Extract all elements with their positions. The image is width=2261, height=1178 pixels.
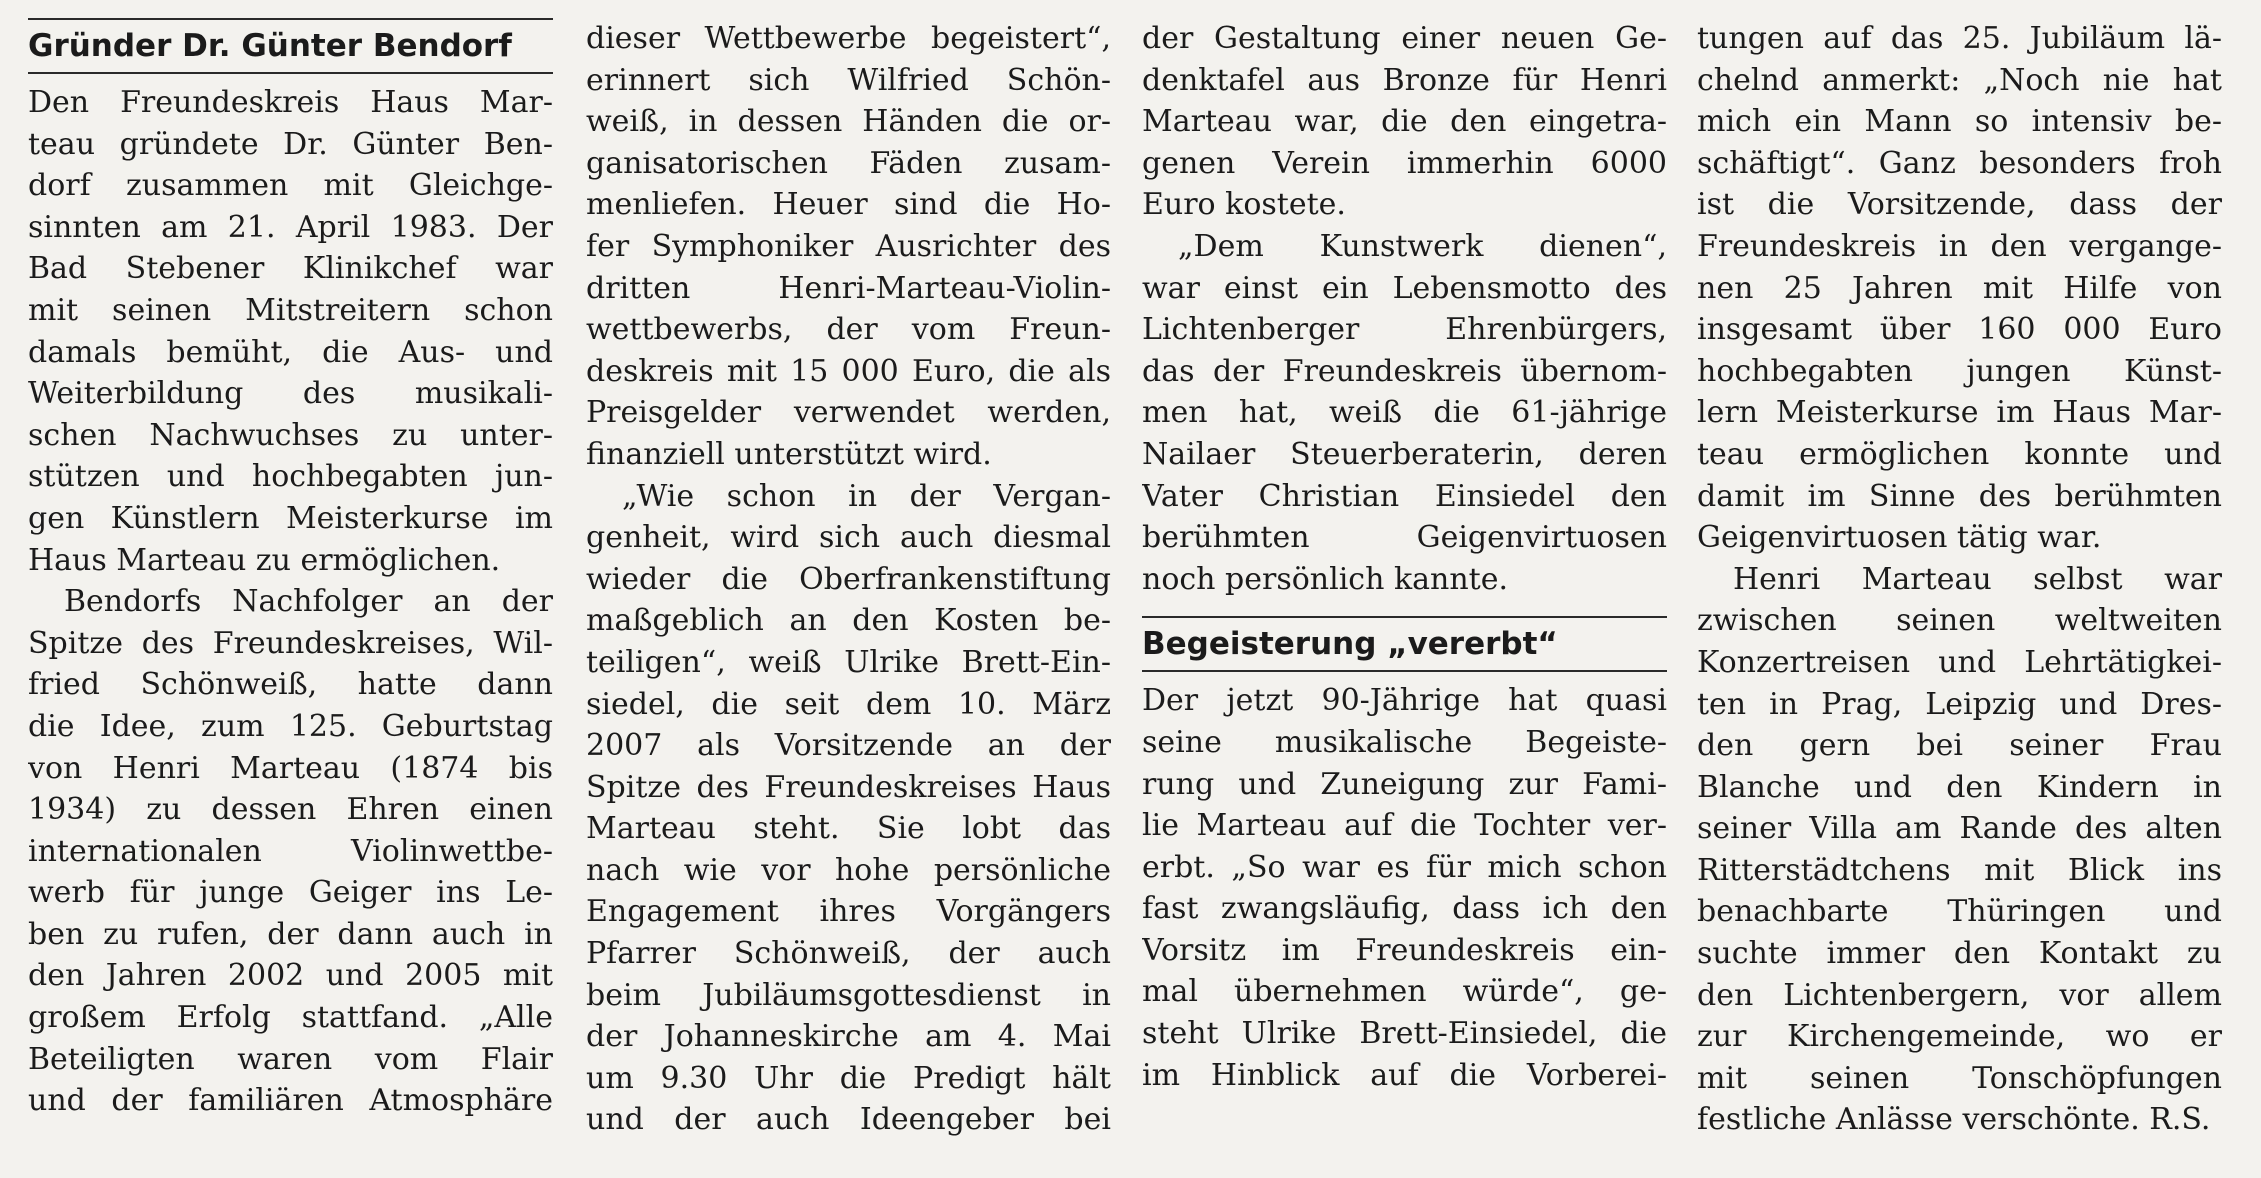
text-line: dritten Henri-Marteau-Violin- — [586, 270, 1111, 306]
text-line: gen Künstlern Meisterkurse im — [28, 500, 553, 536]
paragraph — [1142, 18, 1667, 226]
text-line: Pfarrer Schönweiß, der auch — [586, 936, 1111, 972]
text-line: nen 25 Jahren mit Hilfe von — [1697, 270, 2222, 306]
text-line: Blanche und den Kindern in — [1697, 769, 2222, 805]
text-line: Preisgelder verwendet werden, — [586, 395, 1111, 431]
text-line: großem Erfolg stattfand. „Alle — [28, 1000, 553, 1036]
text-line: genen Verein immerhin 6000 — [1142, 145, 1667, 181]
text-line: um 9.30 Uhr die Predigt hält — [586, 1060, 1111, 1096]
text-line: Spitze des Freundeskreises Haus — [586, 769, 1111, 805]
text-line: fer Symphoniker Ausrichter des — [586, 228, 1111, 264]
text-line: Weiterbildung des musikali- — [28, 376, 553, 412]
text-line: lern Meisterkurse im Haus Mar- — [1697, 395, 2222, 431]
text-line: Engagement ihres Vorgängers — [586, 894, 1111, 930]
section-rule — [28, 18, 553, 20]
text-line: Geigenvirtuosen tätig war. — [1697, 520, 2102, 556]
text-line: Spitze des Freundeskreises, Wil- — [28, 625, 553, 661]
text-line: teau ermöglichen konnte und — [1697, 436, 2222, 472]
text-line: Nailaer Steuerberaterin, deren — [1142, 436, 1667, 472]
text-line: mich ein Mann so intensiv be- — [1697, 104, 2222, 140]
paragraph — [1142, 680, 1667, 1096]
text-line: Konzertreisen und Lehrtätigkei- — [1697, 644, 2222, 680]
text-line: rung und Zuneigung zur Fami- — [1142, 766, 1667, 802]
paragraph — [586, 476, 1111, 1142]
paragraph — [586, 18, 1111, 476]
text-line: Der jetzt 90-Jährige hat quasi — [1142, 683, 1667, 719]
text-line: Bad Stebener Klinikchef war — [28, 251, 553, 287]
text-line: internationalen Violinwettbe- — [28, 833, 553, 869]
text-line: Bendorfs Nachfolger an der — [64, 584, 553, 620]
text-line: ten in Prag, Leipzig und Dres- — [1697, 686, 2222, 722]
text-line: denktafel aus Bronze für Henri — [1142, 62, 1667, 98]
article-column-2 — [586, 18, 1111, 1168]
text-line: Vorsitz im Freundeskreis ein- — [1142, 932, 1667, 968]
text-line: hochbegabten jungen Künst- — [1697, 353, 2222, 389]
text-line: maßgeblich an den Kosten be- — [586, 603, 1111, 639]
text-line: zur Kirchengemeinde, wo er — [1697, 1019, 2222, 1055]
text-line: genheit, wird sich auch diesmal — [586, 520, 1111, 556]
section-heading: Begeisterung „vererbt“ — [1142, 626, 1558, 663]
article-column-1 — [28, 18, 553, 1168]
article-column-4 — [1697, 18, 2222, 1168]
text-line: damit im Sinne des berühmten — [1697, 478, 2222, 514]
text-line: nach wie vor hohe persönliche — [586, 852, 1111, 888]
text-line: menliefen. Heuer sind die Ho- — [586, 187, 1111, 223]
text-line: noch persönlich kannte. — [1142, 561, 1509, 597]
text-line: den Jahren 2002 und 2005 mit — [28, 958, 553, 994]
text-line: und der familiären Atmosphäre — [28, 1083, 553, 1119]
text-line: seiner Villa am Rande des alten — [1697, 811, 2222, 847]
text-line: Euro kostete. — [1142, 187, 1346, 223]
text-line: Freundeskreis in den vergange- — [1697, 228, 2222, 264]
text-line: teiligen“, weiß Ulrike Brett-Ein- — [586, 644, 1111, 680]
text-line: chelnd anmerkt: „Noch nie hat — [1697, 62, 2222, 98]
text-line: ben zu rufen, der dann auch in — [28, 916, 553, 952]
text-line: „Wie schon in der Vergan- — [622, 478, 1111, 514]
text-line: Haus Marteau zu ermöglichen. — [28, 542, 501, 578]
text-line: sinnten am 21. April 1983. Der — [28, 209, 553, 245]
text-line: Beteiligten waren vom Flair — [28, 1041, 553, 1077]
text-line: lie Marteau auf die Tochter ver- — [1142, 808, 1667, 844]
section-rule — [1142, 616, 1667, 618]
text-line: deskreis mit 15 000 Euro, die als — [586, 353, 1111, 389]
text-line: finanziell unterstützt wird. — [586, 436, 992, 472]
text-line: die Idee, zum 125. Geburtstag — [28, 708, 553, 744]
text-line: siedel, die seit dem 10. März — [586, 686, 1111, 722]
text-line: men hat, weiß die 61-jährige — [1142, 395, 1667, 431]
text-line: mal übernehmen würde“, ge- — [1142, 974, 1667, 1010]
text-line: mit seinen Tonschöpfungen — [1697, 1060, 2222, 1096]
text-line: „Dem Kunstwerk dienen“, — [1178, 228, 1667, 264]
text-line: erbt. „So war es für mich schon — [1142, 849, 1667, 885]
text-line: und der auch Ideengeber bei — [586, 1102, 1111, 1138]
article-column-3 — [1142, 18, 1667, 1168]
paragraph — [1697, 559, 2222, 1141]
text-line: Den Freundeskreis Haus Mar- — [28, 85, 553, 120]
text-line: Henri Marteau selbst war — [1733, 561, 2222, 597]
text-line: war einst ein Lebensmotto des — [1142, 270, 1667, 306]
text-line: werb für junge Geiger ins Le- — [28, 875, 553, 911]
text-line: schen Nachwuchses zu unter- — [28, 417, 553, 453]
text-line: wettbewerbs, der vom Freun- — [586, 312, 1111, 348]
text-line: Marteau steht. Sie lobt das — [586, 811, 1111, 847]
text-line: 1934) zu dessen Ehren einen — [28, 792, 553, 828]
text-line: damals bemüht, die Aus- und — [28, 334, 553, 370]
text-line: wieder die Oberfrankenstiftung — [586, 561, 1111, 597]
text-line: berühmten Geigenvirtuosen — [1142, 520, 1667, 556]
text-line: den gern bei seiner Frau — [1697, 728, 2222, 764]
text-line: beim Jubiläumsgottesdienst in — [586, 977, 1111, 1013]
text-line: 2007 als Vorsitzende an der — [586, 728, 1111, 764]
text-line: dorf zusammen mit Gleichge- — [28, 168, 553, 204]
text-line: mit seinen Mitstreitern schon — [28, 292, 553, 328]
text-line: erinnert sich Wilfried Schön- — [586, 62, 1111, 98]
paragraph — [1697, 18, 2222, 559]
text-line: suchte immer den Kontakt zu — [1697, 936, 2222, 972]
text-line: schäftigt“. Ganz besonders froh — [1697, 145, 2222, 181]
text-line: ganisatorischen Fäden zusam- — [586, 145, 1111, 181]
text-line: Vater Christian Einsiedel den — [1142, 478, 1667, 514]
text-line: Lichtenberger Ehrenbürgers, — [1142, 312, 1667, 348]
text-line: das der Freundeskreis übernom- — [1142, 353, 1667, 389]
text-line: benachbarte Thüringen und — [1697, 894, 2222, 930]
section-heading: Gründer Dr. Günter Bendorf — [28, 28, 512, 64]
text-line: stützen und hochbegabten jun- — [28, 459, 553, 495]
paragraph — [1142, 226, 1667, 600]
text-line: den Lichtenbergern, vor allem — [1697, 977, 2222, 1013]
text-line: der Gestaltung einer neuen Ge- — [1142, 21, 1667, 56]
text-line: Ritterstädtchens mit Blick ins — [1697, 852, 2222, 888]
text-line: teau gründete Dr. Günter Ben- — [28, 126, 553, 162]
text-line: von Henri Marteau (1874 bis — [28, 750, 553, 786]
text-line: steht Ulrike Brett-Einsiedel, die — [1142, 1016, 1667, 1052]
text-line: dieser Wettbewerbe begeistert“, — [586, 21, 1111, 56]
text-line: festliche Anlässe verschönte. R.S. — [1697, 1102, 2211, 1138]
text-line: fried Schönweiß, hatte dann — [28, 667, 553, 703]
text-line: zwischen seinen weltweiten — [1697, 603, 2222, 639]
paragraph — [28, 581, 553, 1122]
text-line: der Johanneskirche am 4. Mai — [586, 1019, 1111, 1055]
text-line: fast zwangsläufig, dass ich den — [1142, 891, 1667, 927]
text-line: insgesamt über 160 000 Euro — [1697, 312, 2222, 348]
text-line: seine musikalische Begeiste- — [1142, 724, 1667, 760]
paragraph — [28, 82, 553, 581]
text-line: im Hinblick auf die Vorberei- — [1142, 1057, 1667, 1093]
text-line: tungen auf das 25. Jubiläum lä- — [1697, 21, 2222, 56]
text-line: weiß, in dessen Händen die or- — [586, 104, 1111, 140]
text-line: ist die Vorsitzende, dass der — [1697, 187, 2222, 223]
text-line: Marteau war, die den eingetra- — [1142, 104, 1667, 140]
